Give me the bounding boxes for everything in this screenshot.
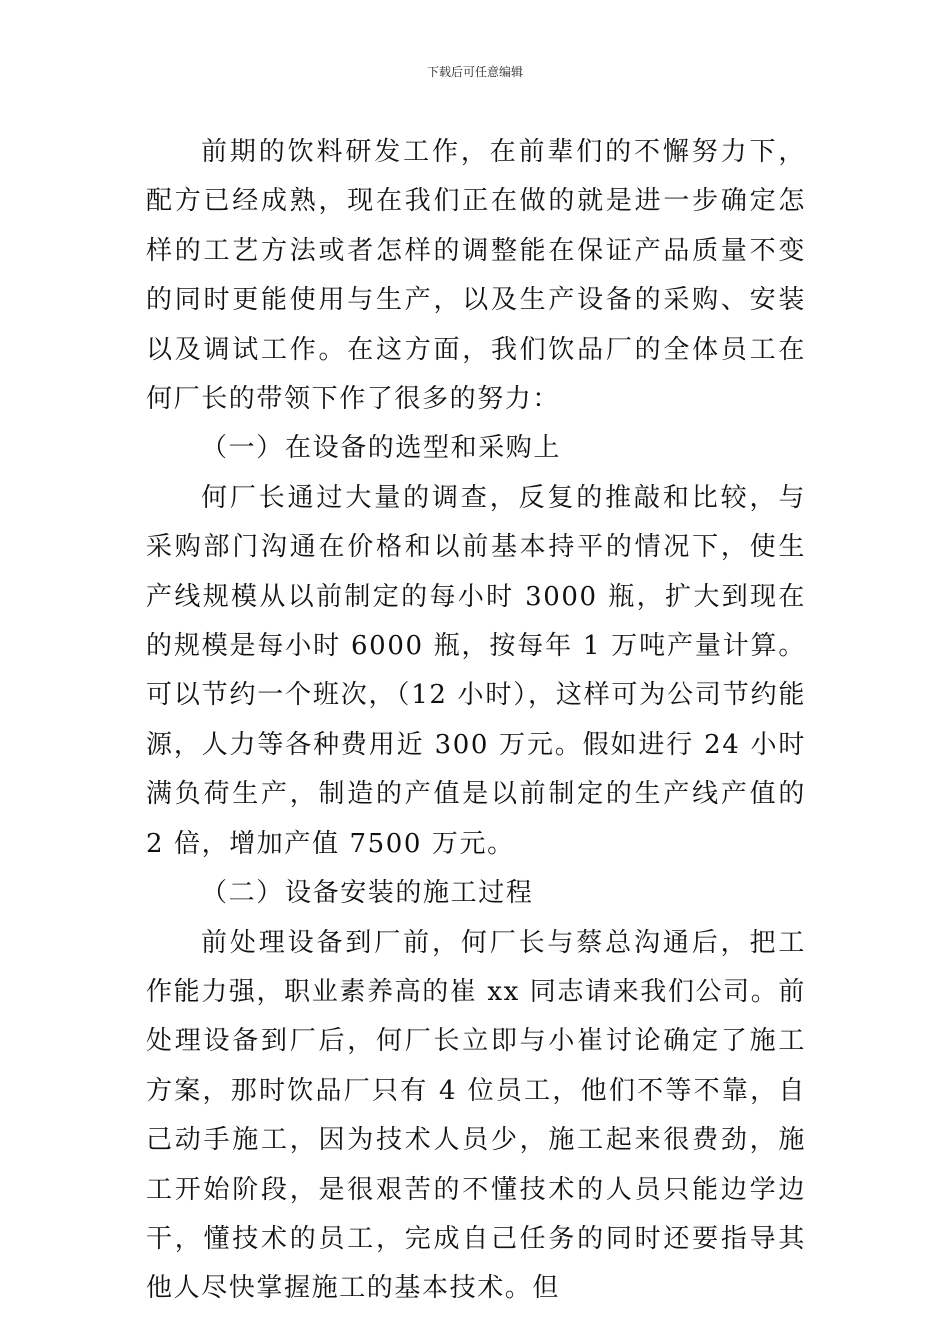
page-header: 下载后可任意编辑 <box>426 65 523 79</box>
section-heading-2 <box>146 869 806 918</box>
section-title-1: 在设备的选型和采购上 <box>285 433 562 464</box>
paragraph-installation: 前处理设备到厂前，何厂长与蔡总沟通后，把工作能力强，职业素养高的崔 xx 同志请来我们公司。前处理设备到厂后，何厂长立即与小崔讨论确定了施工方案，那时饮品厂只有 4 位员工，他们不等不靠，自己动手施工，因为技术人员少，施工起来很费劲，施工开始阶段，是很艰苦的不懂技术的人员只能边学边干，懂技术的员工，完成自己任务的同时还要指导其他人尽快掌握施工的基本技术。但 <box>146 927 806 1304</box>
section-title-2: 设备安装的施工过程 <box>285 878 534 909</box>
paragraph-equipment-selection: 何厂长通过大量的调查，反复的推敲和比较，与采购部门沟通在价格和以前基本持平的情况下，使生产线规模从以前制定的每小时 3000 瓶，扩大到现在的规模是每小时 6000 瓶，按每年 1 万吨产量计算。可以节约一个班次，（12 小时），这样可为公司节约能源，人力等各种费用近 300 万元。假如进行 24 小时满负荷生产，制造的产值是以前制定的生产线产值的 2 倍，增加产值 7500 万元。 <box>146 482 806 859</box>
section-number-2: （二） <box>201 878 284 909</box>
document-body <box>146 128 806 1314</box>
section-heading-1 <box>146 424 806 473</box>
section-number-1: （一） <box>201 433 284 464</box>
paragraph-intro: 前期的饮料研发工作，在前辈们的不懈努力下，配方已经成熟，现在我们正在做的就是进一步确定怎样的工艺方法或者怎样的调整能在保证产品质量不变的同时更能使用与生产，以及生产设备的采购、安装以及调试工作。在这方面，我们饮品厂的全体员工在何厂长的带领下作了很多的努力： <box>146 137 806 415</box>
